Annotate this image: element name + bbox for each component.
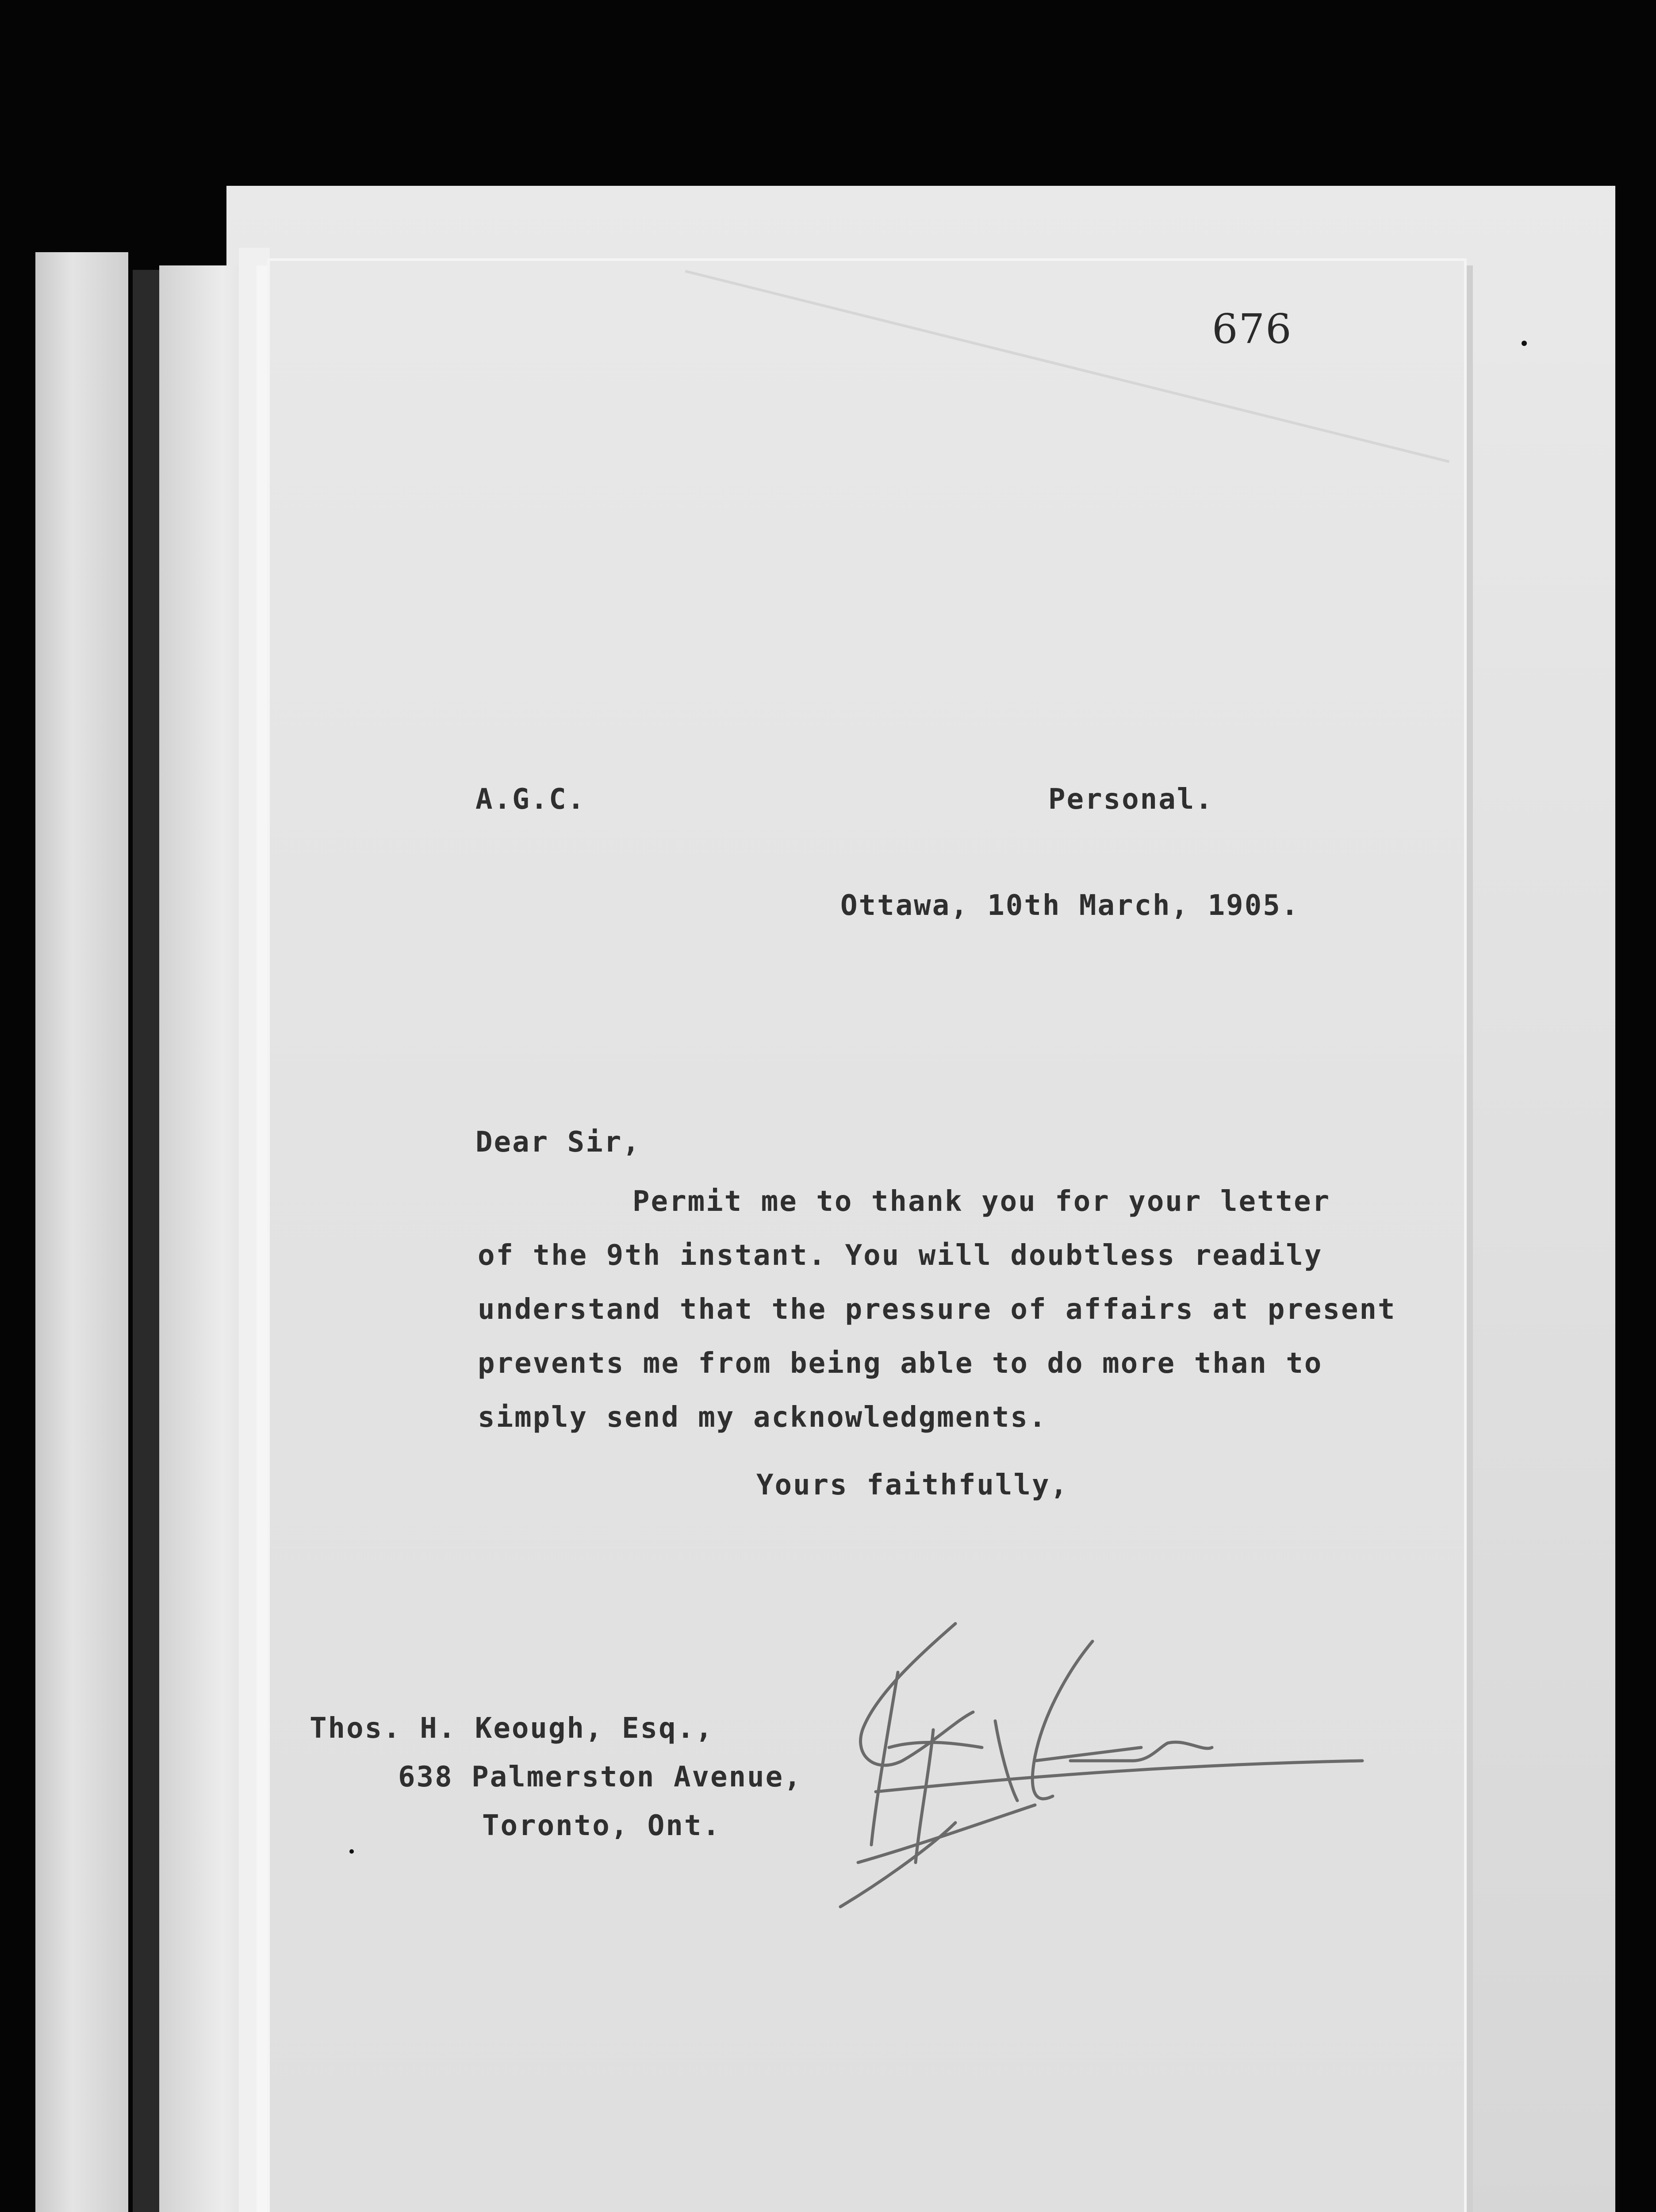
body-line: simply send my acknowledgments. — [478, 1401, 1047, 1434]
body-line: Permit me to thank you for your letter — [632, 1185, 1331, 1218]
body-line: understand that the pressure of affairs at present — [478, 1293, 1396, 1326]
salutation: Dear Sir, — [475, 1126, 641, 1159]
film-speck — [349, 1849, 354, 1854]
binding-strip — [35, 252, 128, 2212]
body-line: of the 9th instant. You will doubtless readily — [478, 1239, 1323, 1272]
addressee-name: Thos. H. Keough, Esq., — [310, 1712, 714, 1745]
closing: Yours faithfully, — [756, 1469, 1069, 1502]
personal-label: Personal. — [1048, 783, 1214, 816]
letter-body — [478, 1175, 1396, 1444]
handwritten-signature — [787, 1615, 1442, 1951]
page-number: 676 — [1212, 305, 1292, 353]
file-code: A.G.C. — [475, 783, 586, 816]
addressee-street: 638 Palmerston Avenue, — [398, 1761, 802, 1793]
body-line: prevents me from being able to do more than to — [478, 1347, 1323, 1380]
dateline: Ottawa, 10th March, 1905. — [840, 889, 1300, 922]
film-speck — [1522, 341, 1527, 346]
addressee-city: Toronto, Ont. — [482, 1809, 721, 1842]
